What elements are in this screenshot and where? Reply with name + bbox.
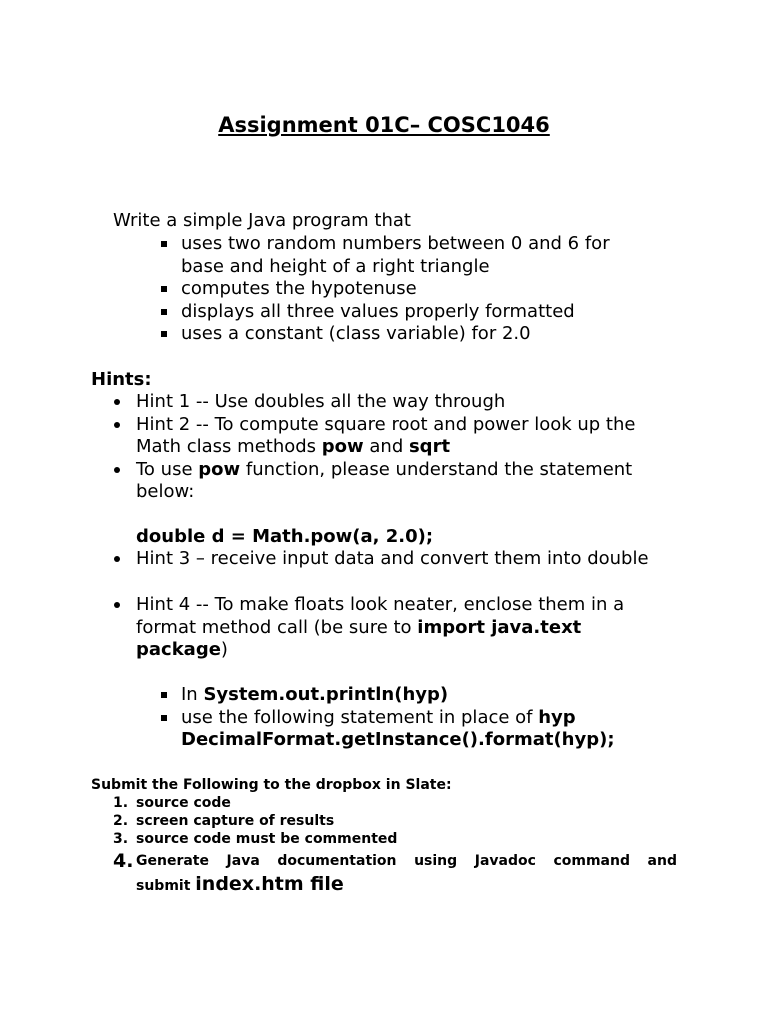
submit-item <box>113 830 398 848</box>
submit-list <box>113 794 398 848</box>
hint-text: Hint 1 -- Use doubles all the way through <box>136 391 506 412</box>
submit-item-number: 1. <box>113 795 129 811</box>
hint-text: below: <box>136 481 195 502</box>
list-item-continuation <box>181 729 615 752</box>
hint-text: Math class methods <box>136 436 322 457</box>
list-item-continuation <box>181 256 610 279</box>
hint-item <box>136 548 649 571</box>
submit-item-text: Generate Java documentation using Javadoc command and <box>136 853 677 869</box>
hints-list <box>136 391 635 504</box>
submit-item-text: source code <box>136 795 231 811</box>
list-item-bold: hyp <box>538 706 576 728</box>
hint-text: To use <box>136 458 199 480</box>
list-item <box>181 707 615 730</box>
hint-item-continuation <box>136 639 624 662</box>
hint-text: format method call (be sure to <box>136 616 418 638</box>
page-title: Assignment 01C– COSC1046 <box>218 113 550 137</box>
intro-text: Write a simple Java program that <box>113 210 411 231</box>
submit-item-text: source code must be commented <box>136 831 398 847</box>
list-item <box>181 278 610 301</box>
hint-bold: import java.text <box>417 616 582 638</box>
hints-list-3 <box>136 594 624 662</box>
list-item-text: In <box>181 684 204 705</box>
submit-heading: Submit the Following to the dropbox in Slate: <box>91 777 452 793</box>
hint-text: and <box>363 436 409 457</box>
list-item <box>181 301 610 324</box>
hint-item <box>136 391 635 414</box>
hint-item-continuation <box>136 617 624 640</box>
hint-item <box>136 414 635 437</box>
list-item-text: base and height of a right triangle <box>181 255 490 277</box>
code-statement: double d = Math.pow(a, 2.0); <box>136 526 434 547</box>
list-item <box>181 323 610 346</box>
submit-item <box>113 812 397 830</box>
hint-text: Hint 4 -- To make floats look neater, enclose them in a <box>136 594 625 615</box>
list-item-bold: DecimalFormat.getInstance().format(hyp); <box>181 729 615 750</box>
format-subpoints <box>181 684 615 752</box>
requirements-list <box>181 233 610 346</box>
hint-item-continuation <box>136 481 635 504</box>
hint-bold: sqrt <box>408 436 451 457</box>
list-item <box>181 684 615 707</box>
list-item <box>181 233 610 256</box>
submit-item-text-line2 <box>136 871 344 899</box>
submit-item <box>113 794 397 812</box>
hint-bold: pow <box>198 458 241 480</box>
list-item-bold: System.out.println(hyp) <box>203 684 449 705</box>
list-item-text: use the following statement in place of <box>181 706 539 728</box>
list-item-text: uses two random numbers between 0 and 6 for <box>181 233 610 254</box>
hint-bold: package <box>136 639 221 660</box>
hint-item-continuation <box>136 436 635 459</box>
hint-text: Hint 2 -- To compute square root and power look up the <box>136 413 636 435</box>
hint-text: function, please understand the statement <box>240 458 633 480</box>
submit-item-number: 3. <box>113 831 129 847</box>
hints-list-2 <box>136 548 649 571</box>
hint-item <box>136 459 635 482</box>
submit-item-text: submit <box>136 878 196 894</box>
submit-item-filename: index.htm file <box>195 873 344 895</box>
hint-text: Hint 3 – receive input data and convert them into double <box>136 548 649 569</box>
hint-item <box>136 594 624 617</box>
submit-item-text: screen capture of results <box>136 813 335 829</box>
list-item-text: computes the hypotenuse <box>181 278 417 299</box>
submit-item-number: 2. <box>113 813 129 829</box>
list-item-text: uses a constant (class variable) for 2.0 <box>181 323 531 344</box>
hint-bold: pow <box>321 436 364 457</box>
hint-text: ) <box>220 639 228 660</box>
submit-item-number: 4. <box>113 850 134 872</box>
list-item-text: displays all three values properly formatted <box>181 300 575 322</box>
hints-heading: Hints: <box>91 369 152 390</box>
